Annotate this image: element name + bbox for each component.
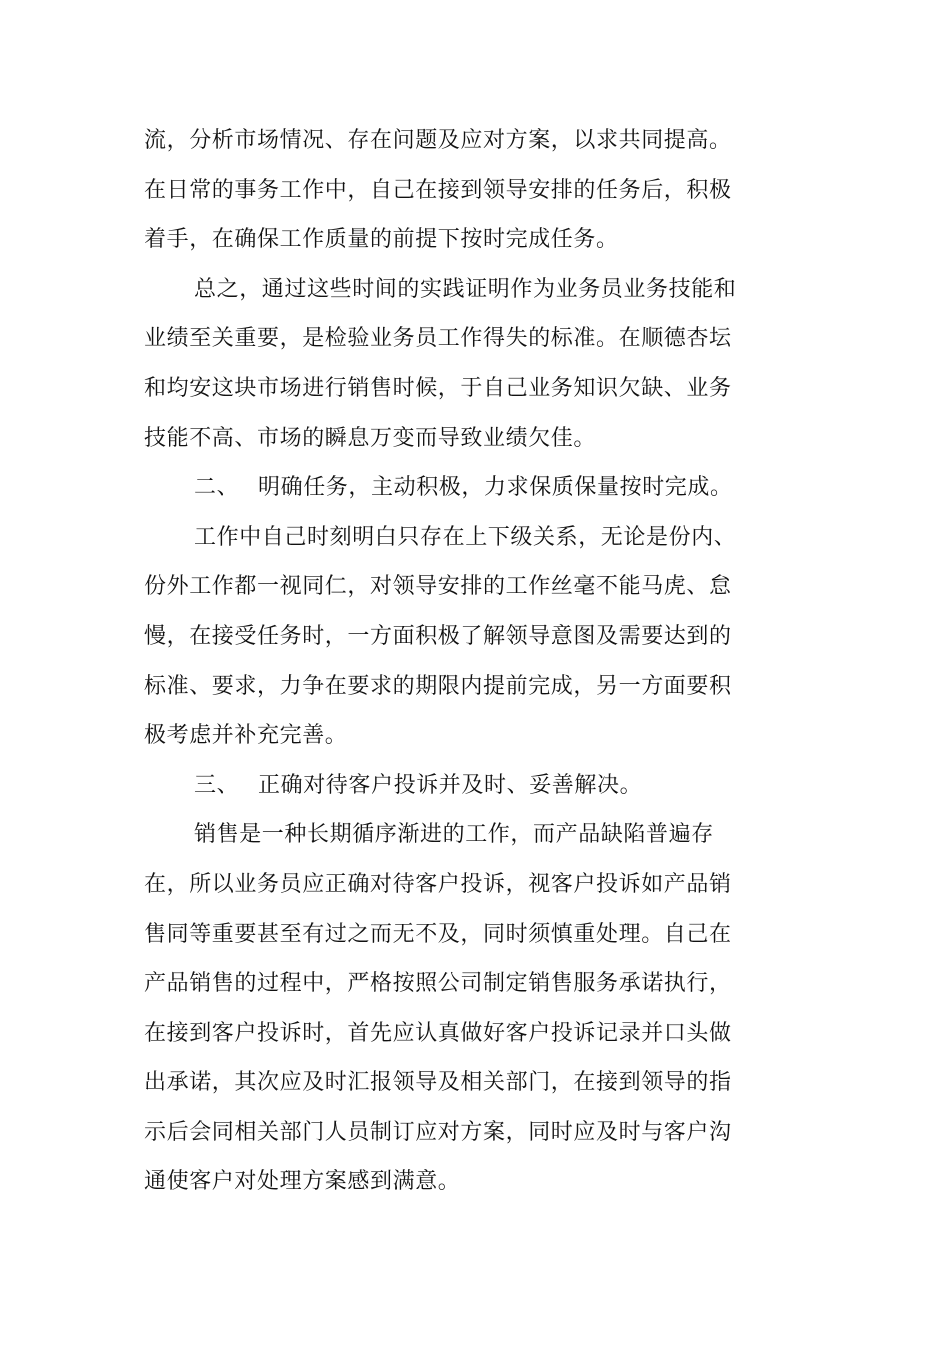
text-line: 标准、要求，力争在要求的期限内提前完成，另一方面要积 <box>144 673 732 699</box>
text-line: 示后会同相关部门人员制订应对方案，同时应及时与客户沟 <box>144 1119 732 1145</box>
section-heading-text: 明确任务，主动积极，力求保质保量按时完成。 <box>258 475 733 501</box>
text-line: 份外工作都一视同仁，对领导安排的工作丝毫不能马虎、怠 <box>144 574 732 600</box>
paragraph-start-line: 总之，通过这些时间的实践证明作为业务员业务技能和 <box>194 276 737 302</box>
text-line: 在接到客户投诉时，首先应认真做好客户投诉记录并口头做 <box>144 1020 732 1046</box>
text-line: 技能不高、市场的瞬息万变而导致业绩欠佳。 <box>144 425 597 451</box>
text-line: 出承诺，其次应及时汇报领导及相关部门，在接到领导的指 <box>144 1070 732 1096</box>
text-line: 业绩至关重要，是检验业务员工作得失的标准。在顺德杏坛 <box>144 326 732 352</box>
section-heading-2 <box>144 463 744 513</box>
paragraph-start-line: 工作中自己时刻明白只存在上下级关系，无论是份内、 <box>194 524 737 550</box>
text-line: 产品销售的过程中，严格按照公司制定销售服务承诺执行， <box>144 971 732 997</box>
section-number: 二、 <box>194 475 240 501</box>
text-line: 在，所以业务员应正确对待客户投诉，视客户投诉如产品销 <box>144 871 732 897</box>
section-number: 三、 <box>194 772 240 798</box>
document-body <box>144 116 744 1207</box>
text-line: 着手，在确保工作质量的前提下按时完成任务。 <box>144 227 619 253</box>
text-line: 和均安这块市场进行销售时候，于自己业务知识欠缺、业务 <box>144 375 732 401</box>
section-heading-3 <box>144 761 744 811</box>
text-line: 慢，在接受任务时，一方面积极了解领导意图及需要达到的 <box>144 623 732 649</box>
text-line: 在日常的事务工作中，自己在接到领导安排的任务后，积极 <box>144 177 732 203</box>
text-line: 极考虑并补充完善。 <box>144 723 348 749</box>
text-line: 流，分析市场情况、存在问题及应对方案，以求共同提高。 <box>144 128 732 153</box>
paragraph-start-line: 销售是一种长期循序渐进的工作，而产品缺陷普遍存 <box>194 822 714 848</box>
text-line: 售同等重要甚至有过之而无不及，同时须慎重处理。自己在 <box>144 921 732 947</box>
section-heading-text: 正确对待客户投诉并及时、妥善解决。 <box>258 772 643 798</box>
text-line: 通使客户对处理方案感到满意。 <box>144 1169 461 1195</box>
